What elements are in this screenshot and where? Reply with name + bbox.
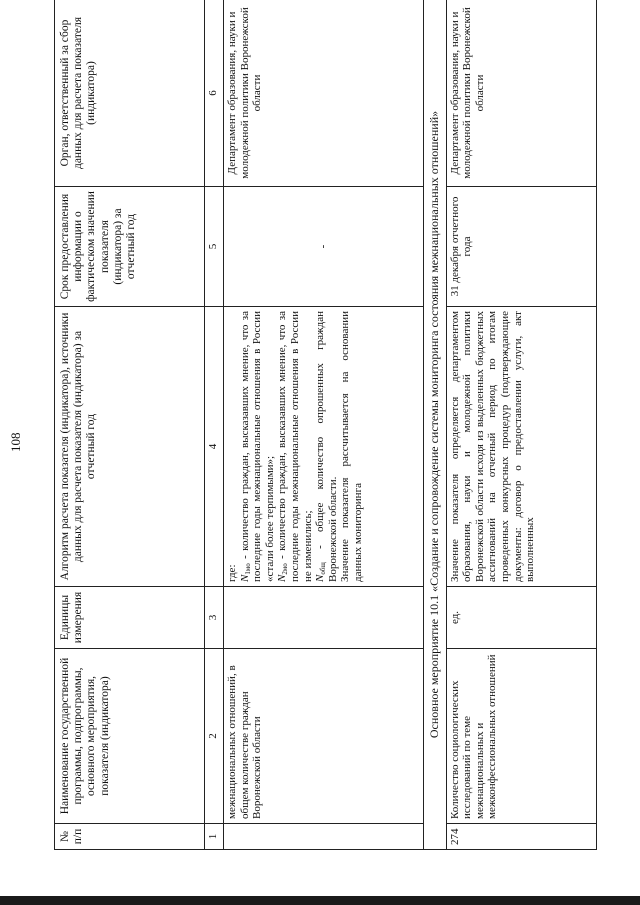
n1-subscript: 1мо — [243, 563, 252, 575]
deadline: - — [224, 187, 424, 307]
n2-symbol: N — [276, 574, 289, 582]
responsible: Департамент образования, науки и молодежной политики Воронежской области — [224, 0, 424, 187]
col-header-6: Орган, ответственный за сбор данных для расчета показателя (индикатора) — [55, 0, 205, 187]
col-header-4: Алгоритм расчета показателя (индикатора), источники данных для расчета показателя (индикатора) за отчетный год — [55, 307, 205, 587]
col-num-4: 4 — [205, 307, 224, 587]
col-num-6: 6 — [205, 0, 224, 187]
n1-text: - количество граждан, высказавших мнение, что за последние годы межнациональные отношения в России «стали более терпимыми»; — [238, 311, 276, 582]
col-num-2: 2 — [205, 649, 224, 824]
table-row — [224, 0, 424, 850]
formula-n3 — [314, 311, 339, 582]
n3-subscript: общ — [319, 562, 328, 575]
section-title: Основное мероприятие 10.1 «Создание и сопровождение системы мониторинга состояния межнациональных отношений» — [424, 0, 447, 850]
table-row — [446, 0, 596, 850]
n2-subscript: 2мо — [281, 563, 290, 575]
col-header-5: Срок предоставления информации о фактическом значении показателя (индикатора) за отчетный год — [55, 187, 205, 307]
formula-where: где: — [226, 564, 238, 582]
unit — [224, 587, 424, 649]
col-header-3: Единицы измерения — [55, 587, 205, 649]
col-header-1: № п/п — [55, 824, 205, 850]
deadline: 31 декабря отчетного года — [446, 187, 596, 307]
column-number-row — [205, 0, 224, 850]
indicator-name: Количество социологических исследований по теме межнациональных и межконфессиональных отношений — [446, 649, 596, 824]
unit: ед. — [446, 587, 596, 649]
n3-symbol: N — [314, 574, 327, 582]
formula-n2 — [276, 311, 314, 582]
row-number — [224, 824, 424, 850]
formula-n1 — [239, 311, 277, 582]
section-row — [424, 0, 447, 850]
n2-text: - количество граждан, высказавших мнение, что за последние годы межнациональные отношения в России не изменились; — [276, 311, 314, 582]
page-bottom-edge — [0, 896, 640, 905]
algorithm — [224, 307, 424, 587]
n1-symbol: N — [238, 574, 251, 582]
col-num-5: 5 — [205, 187, 224, 307]
col-header-2: Наименование государственной программы, подпрограммы, основного мероприятия, показателя (индикатора) — [55, 649, 205, 824]
col-num-3: 3 — [205, 587, 224, 649]
indicator-table — [54, 0, 597, 850]
page-number: 108 — [8, 432, 23, 452]
formula-note: Значение показателя рассчитывается на основании данных мониторинга — [339, 311, 364, 582]
header-row — [55, 0, 205, 850]
rotated-table-sheet — [54, 0, 614, 850]
algorithm: Значение показателя определяется департаментом образования, науки и молодежной политики Воронежской области исходя из выделенных бюджетных ассигнований на отчетный период по итогам проведенных конкурсных процедур (подтверждающие документы: договор о предоставлении услуги, акт выполненных — [446, 307, 596, 587]
row-number: 274 — [446, 824, 596, 850]
indicator-name: межнациональных отношений, в общем количестве граждан Воронежской области — [224, 649, 424, 824]
n3-text: - общее количество опрошенных граждан Воронежской области. — [314, 311, 339, 582]
responsible: Департамент образования, науки и молодежной политики Воронежской области — [446, 0, 596, 187]
col-num-1: 1 — [205, 824, 224, 850]
